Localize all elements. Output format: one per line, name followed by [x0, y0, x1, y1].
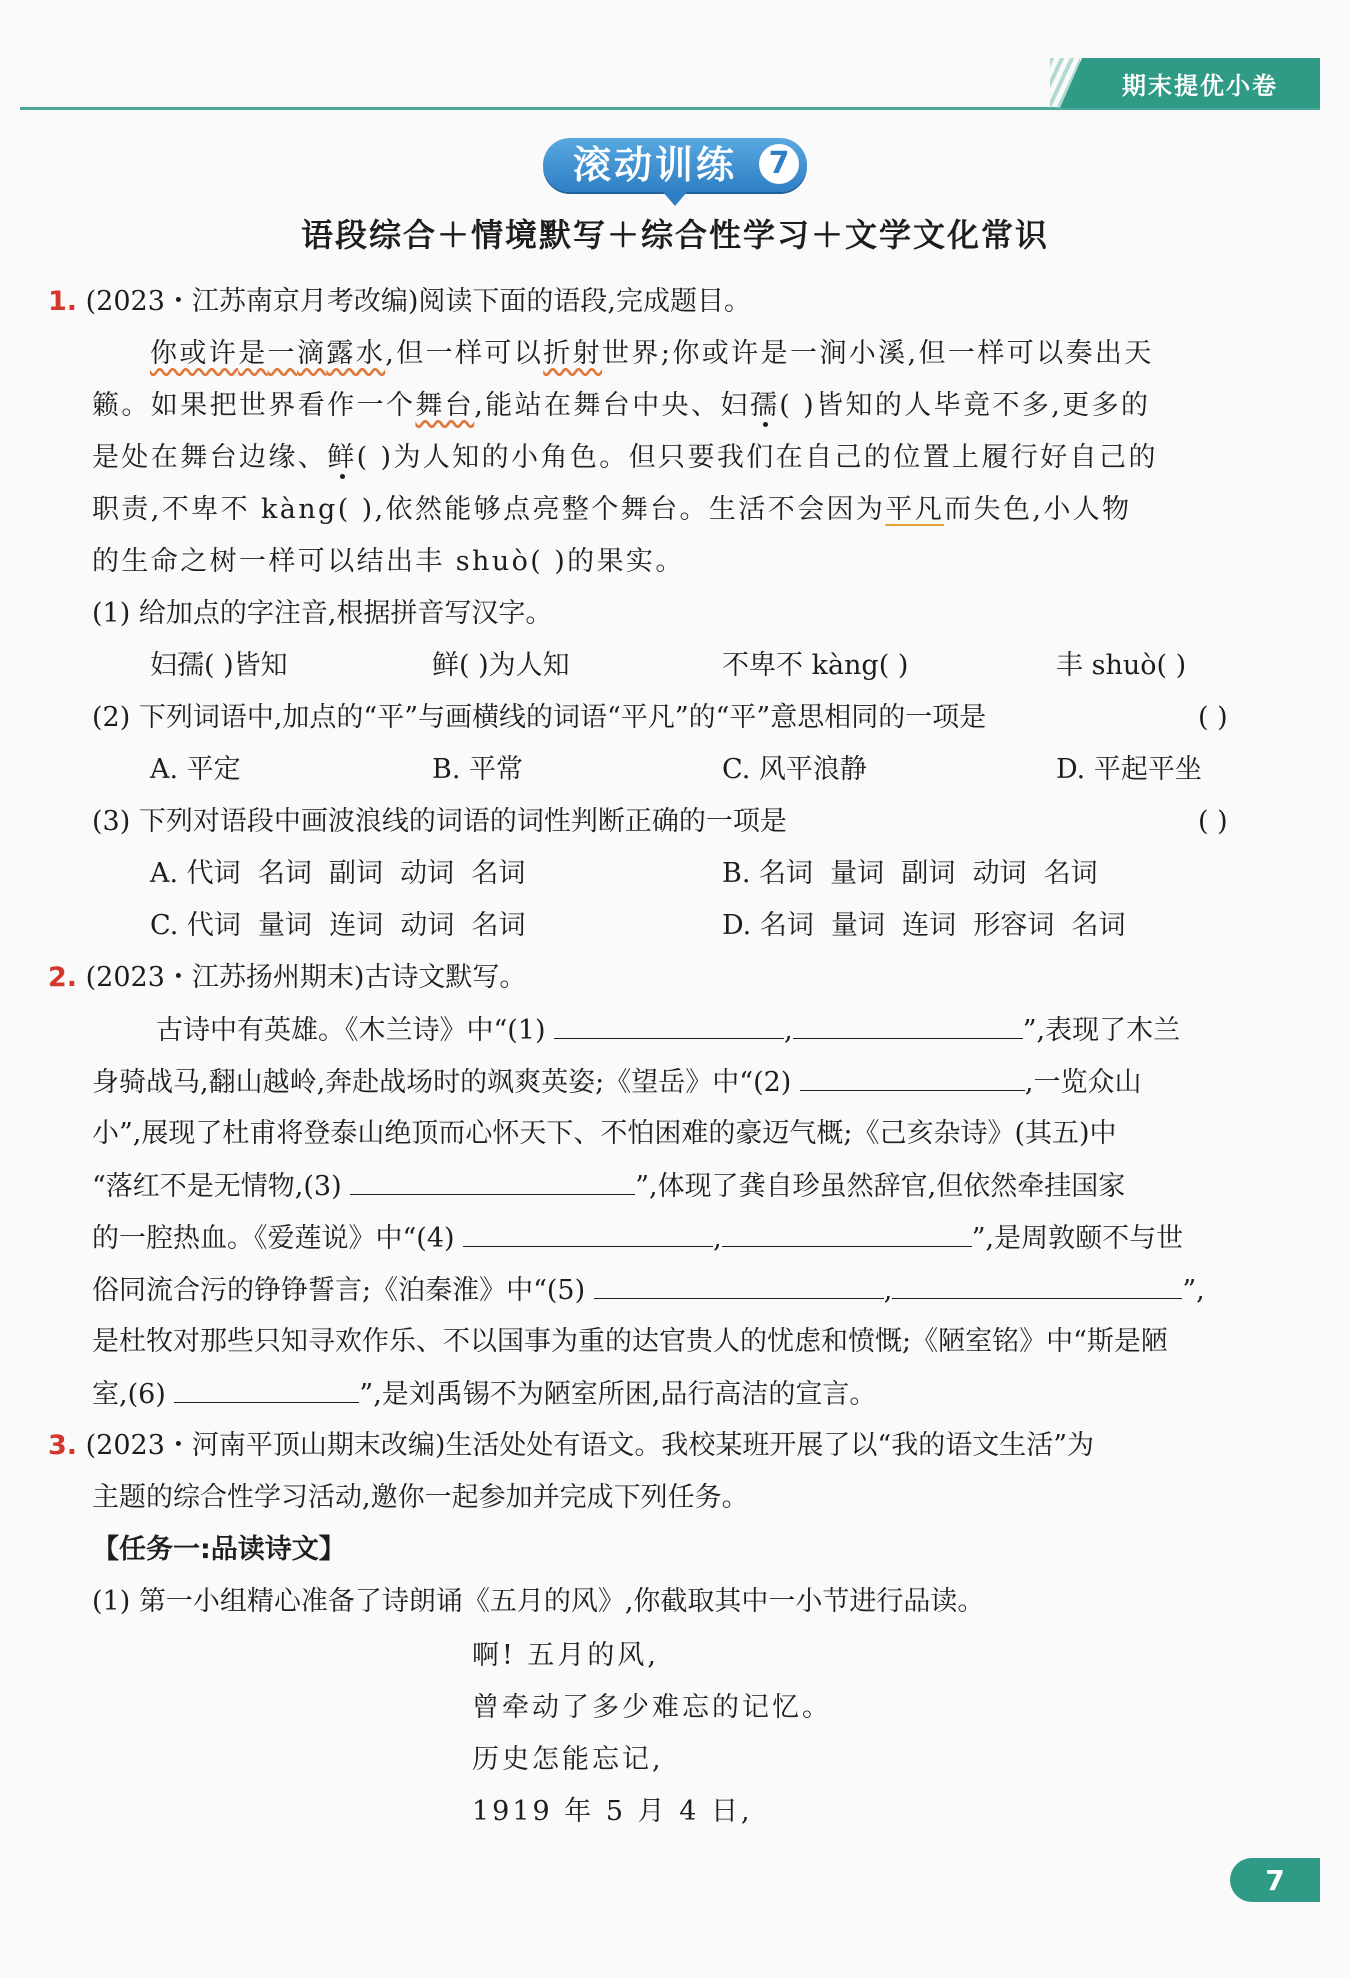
poem-line-1: 啊! 五月的风, [472, 1640, 660, 1671]
fill-blank-2[interactable] [800, 1062, 1025, 1091]
text: ”,是周敦颐不与世 [971, 1223, 1184, 1254]
text: ”, [1182, 1275, 1205, 1306]
q1-sub1-item-1: 妇孺( )皆知 [150, 650, 288, 681]
text: ,能站在舞台中央、妇 [474, 390, 750, 421]
section-subtitle: 语段综合＋情境默写＋综合性学习＋文学文化常识 [300, 216, 1049, 254]
wavy-word: 舞台 [415, 390, 475, 421]
text: ,但 [385, 338, 426, 369]
wavy-word: 露水 [326, 338, 386, 369]
q1-sub2-answer-paren[interactable]: ( ) [1198, 702, 1228, 733]
text: 的一腔热血。《爱莲说》中“(4) [92, 1223, 455, 1254]
text: 一样可以 [425, 338, 544, 369]
text: 职责,不卑不 kàng( ),依然能够点亮整个舞台。生活不会因为 [92, 494, 886, 525]
q1-para-line-5: 的生命之树一样可以结出丰 shuò( )的果实。 [92, 546, 685, 577]
fill-blank-5a[interactable] [594, 1270, 884, 1299]
q1-sub3-option-d[interactable]: D. 名词 量词 连词 形容词 名词 [722, 910, 1126, 941]
q1-sub3-answer-paren[interactable]: ( ) [1198, 806, 1228, 837]
fill-blank-4a[interactable] [463, 1218, 713, 1247]
fill-blank-1a[interactable] [554, 1010, 784, 1039]
section-title-label: 滚动训练 [572, 143, 737, 187]
q1-sub1-item-3: 不卑不 kàng( ) [722, 650, 909, 681]
text: 古诗中有英雄。《木兰诗》中“(1) [156, 1015, 546, 1046]
q1-sub1: (1) 给加点的字注音,根据拼音写汉字。 [92, 598, 553, 629]
q2-source: (2023・江苏扬州期末)古诗文默写。 [85, 962, 527, 993]
q3-line-1: (2023・河南平顶山期末改编)生活处处有语文。我校某班开展了以“我的语文生活”为 [85, 1430, 1095, 1461]
poem-line-2: 曾牵动了多少难忘的记忆。 [472, 1692, 832, 1723]
q1-sub2-option-b[interactable]: B. 平常 [432, 754, 524, 785]
text: 室,(6) [92, 1379, 166, 1410]
q3-line-2: 主题的综合性学习活动,邀你一起参加并完成下列任务。 [92, 1482, 749, 1513]
q1-para-line-2 [92, 386, 1150, 426]
q2-line-3: 小”,展现了杜甫将登泰山绝顶而心怀天下、不怕困难的豪迈气概;《己亥杂诗》(其五)中 [92, 1118, 1117, 1149]
text: 而失色,小人物 [944, 494, 1132, 525]
q1-sub3: (3) 下列对语段中画波浪线的词语的词性判断正确的一项是 [92, 806, 787, 837]
text: 是处在舞台边缘、 [92, 442, 328, 473]
q1-number: 1. [48, 286, 78, 317]
text: 世界;你或许是一涧小溪,但一样可以奏出天 [602, 338, 1154, 369]
text: , [713, 1223, 722, 1254]
q1-sub1-item-2: 鲜( )为人知 [432, 650, 570, 681]
wavy-word: 滴 [297, 338, 327, 369]
text: , [883, 1275, 893, 1306]
fill-blank-1b[interactable] [793, 1010, 1023, 1039]
q1-sub2-option-a[interactable]: A. 平定 [150, 754, 241, 785]
q2-line-5 [92, 1218, 1183, 1259]
q1-header [48, 282, 751, 322]
q2-line-7: 是杜牧对那些只知寻欢作乐、不以国事为重的达官贵人的忧虑和愤慨;《陋室铭》中“斯是陋 [92, 1326, 1168, 1357]
q2-number: 2. [48, 962, 78, 993]
q1-sub3-option-a[interactable]: A. 代词 名词 副词 动词 名词 [150, 858, 526, 889]
text: 身骑战马,翻山越岭,奔赴战场时的飒爽英姿;《望岳》中“(2) [92, 1067, 792, 1098]
q1-source: (2023・江苏南京月考改编)阅读下面的语段,完成题目。 [85, 286, 752, 317]
underlined-word: 平凡 [885, 494, 945, 525]
q1-sub1-item-4: 丰 shuò( ) [1056, 650, 1187, 681]
dotted-char: 鲜 [327, 442, 357, 473]
q2-line-2 [92, 1062, 1142, 1103]
text: , [784, 1015, 793, 1046]
wavy-word: 折射 [543, 338, 603, 369]
title-wrap [0, 138, 1350, 192]
text: ”,表现了木兰 [1022, 1015, 1181, 1046]
q1-sub3-option-c[interactable]: C. 代词 量词 连词 动词 名词 [150, 910, 526, 941]
q2-header [48, 958, 526, 998]
text: 籁。如果把世界看作一个 [92, 390, 416, 421]
text: ”,是刘禹锡不为陋室所困,品行高洁的宣言。 [359, 1379, 877, 1410]
header-tab-label: 期末提优小卷 [1122, 71, 1278, 100]
q2-line-4 [92, 1166, 1125, 1207]
wavy-word: 一 [267, 338, 298, 369]
text: 俗同流合污的铮铮誓言;《泊秦淮》中“(5) [92, 1275, 586, 1306]
q3-sub1: (1) 第一小组精心准备了诗朗诵《五月的风》,你截取其中一小节进行品读。 [92, 1586, 985, 1617]
fill-blank-5b[interactable] [892, 1270, 1182, 1299]
section-title-number: 7 [759, 144, 799, 184]
text: ( )为人知的小角色。但只要我们在自己的位置上履行好自己的 [356, 442, 1158, 473]
q1-para-line-1 [150, 334, 1154, 374]
text: ,一览众山 [1024, 1067, 1142, 1098]
q2-line-6 [92, 1270, 1205, 1311]
section-title [543, 138, 807, 192]
title-pointer [663, 192, 687, 206]
fill-blank-4b[interactable] [722, 1218, 972, 1247]
q1-sub2: (2) 下列词语中,加点的“平”与画横线的词语“平凡”的“平”意思相同的一项是 [92, 702, 987, 733]
q1-sub2-option-d[interactable]: D. 平起平坐 [1056, 754, 1202, 785]
text: ”,体现了龚自珍虽然辞官,但依然牵挂国家 [635, 1171, 1126, 1202]
q2-line-8 [92, 1374, 876, 1415]
q1-sub2-option-c[interactable]: C. 风平浪静 [722, 754, 867, 785]
q2-line-1 [156, 1010, 1180, 1051]
poem-line-3: 历史怎能忘记, [472, 1744, 664, 1775]
fill-blank-6[interactable] [174, 1374, 359, 1403]
dotted-char: 孺 [749, 390, 780, 421]
q1-para-line-3 [92, 438, 1158, 478]
q1-para-line-4 [92, 490, 1132, 530]
q1-sub3-option-b[interactable]: B. 名词 量词 副词 动词 名词 [722, 858, 1098, 889]
wavy-word: 你或许 [150, 338, 239, 369]
text: “落红不是无情物,(3) [92, 1171, 342, 1202]
q3-number: 3. [48, 1430, 78, 1461]
poem-line-4: 1919 年 5 月 4 日, [472, 1796, 753, 1827]
q3-header [48, 1426, 1094, 1466]
page-number: 7 [1230, 1858, 1320, 1902]
wavy-word: 是 [238, 338, 268, 369]
text: ( )皆知的人毕竟不多,更多的 [779, 390, 1151, 421]
fill-blank-3[interactable] [350, 1166, 635, 1195]
q3-task-1-heading: 【任务一:品读诗文】 [92, 1534, 346, 1565]
